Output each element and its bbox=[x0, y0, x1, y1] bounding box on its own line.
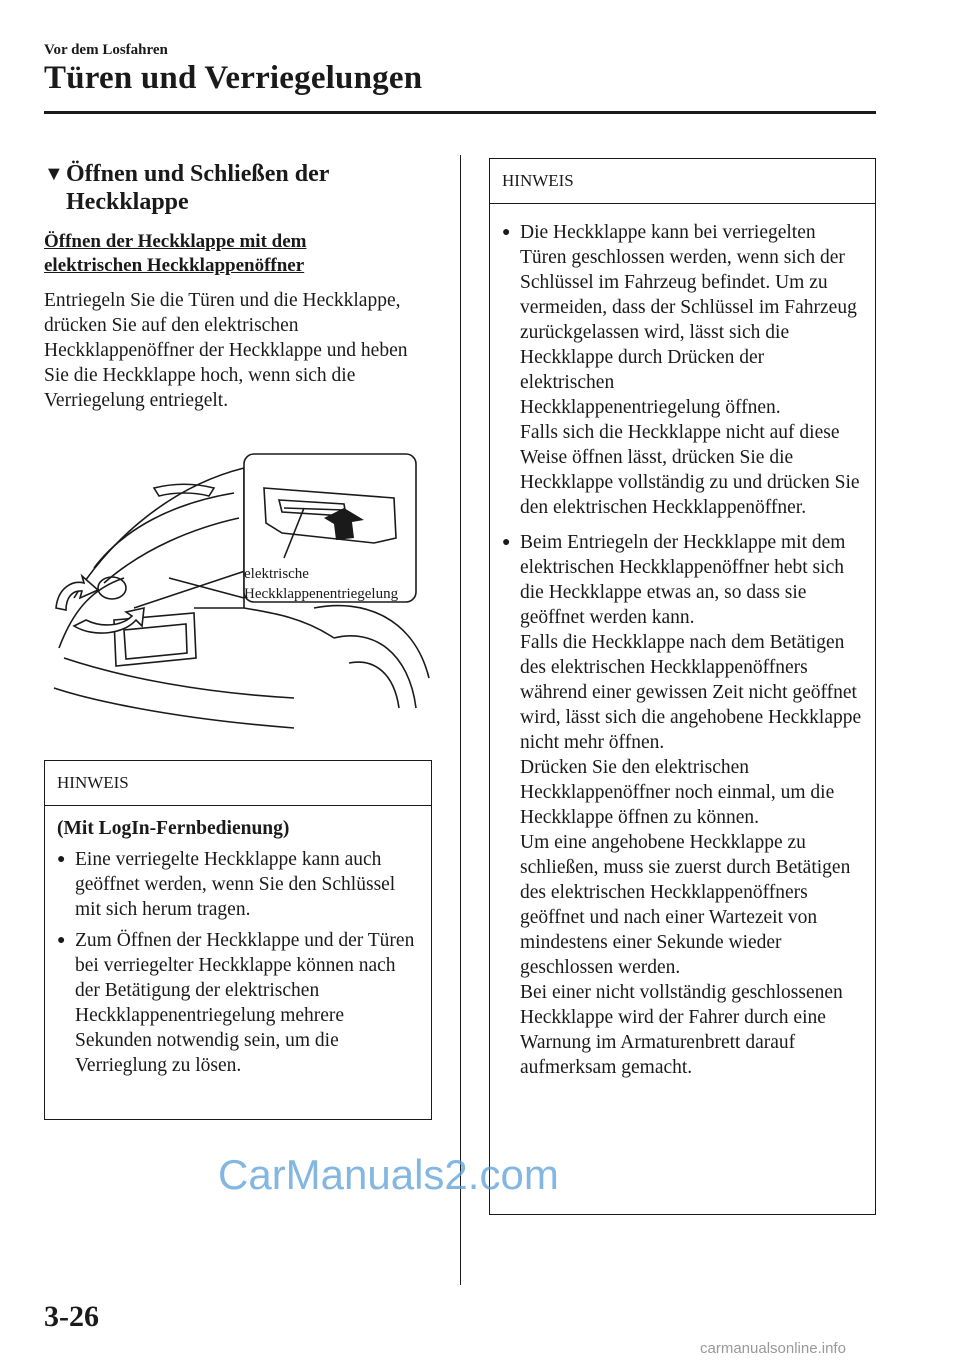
section-label: Vor dem Losfahren bbox=[44, 42, 168, 58]
chapter-title: Türen und Verriegelungen bbox=[44, 60, 423, 96]
list-item-text: Eine verriegelte Heckklappe kann auch geöffnet werden, wenn Sie den Schlüssel mit sich herum tragen. bbox=[75, 849, 396, 920]
note-box-left bbox=[44, 760, 432, 1120]
section-heading bbox=[44, 160, 436, 216]
list-item bbox=[502, 220, 863, 520]
triangle-down-icon: ▼ bbox=[44, 163, 64, 185]
figure-label-line2: Heckklappenentriegelung bbox=[244, 586, 399, 602]
bullet-icon: ● bbox=[502, 535, 511, 550]
header-rule bbox=[44, 111, 876, 114]
footer-site: carmanualsonline.info bbox=[700, 1340, 846, 1357]
bullet-icon: ● bbox=[57, 852, 66, 867]
page-number: 3-26 bbox=[44, 1300, 99, 1333]
list-item-text: Die Heckklappe kann bei verriegelten Türen geschlossen werden, wenn sich der Schlüssel im Fahrzeug befindet. Um zu vermeiden, dass der Schlüssel im Fahrzeug zurückgelassen wird, lässt sich die Heckklappe durch Drücken der elektrischen Heckklappenentriegelung öffnen. Falls sich die Heckklappe nicht auf diese Weise öffnen lässt, drücken Sie die Heckklappe vollständig zu und drücken Sie den elektrischen Heckklappenöffner. bbox=[520, 222, 860, 518]
section-heading-text: Öffnen und Schließen der Heckklappe bbox=[66, 161, 329, 215]
note-title: HINWEIS bbox=[45, 761, 431, 806]
list-item bbox=[57, 847, 419, 922]
left-column bbox=[44, 160, 436, 413]
column-divider bbox=[460, 155, 461, 1285]
list-item-text: Zum Öffnen der Heckklappe und der Türen bei verriegelter Heckklappe können nach der Betätigung der elektrischen Heckklappenentriegelung mehrere Sekunden notwendig sein, um die Verrieglung zu lösen. bbox=[75, 930, 415, 1076]
list-item bbox=[502, 530, 863, 1080]
note-title: HINWEIS bbox=[490, 159, 875, 204]
watermark-logo: CarManuals2.com bbox=[218, 1151, 559, 1198]
subheading: Öffnen der Heckklappe mit dem elektrischen Heckklappenöffner bbox=[44, 231, 307, 276]
note-subtitle: (Mit LogIn-Fernbedienung) bbox=[57, 818, 290, 839]
note-box-right bbox=[489, 158, 876, 1215]
bullet-icon: ● bbox=[57, 933, 66, 948]
tailgate-illustration bbox=[44, 448, 434, 736]
list-item-text: Beim Entriegeln der Heckklappe mit dem elektrischen Heckklappenöffner hebt sich die Heckklappe etwas an, so dass sie geöffnet werden kann. Falls die Heckklappe nach dem Betätigen des elektrischen Heckklappenöffners während einer gewissen Zeit nicht geöffnet wird, lässt sich die angehobene Heckklappe nicht mehr öffnen. Drücken Sie den elektrischen Heckklappenöffner noch einmal, um die Heckklappe öffnen zu können. Um eine angehobene Heckklappe zu schließen, muss sie zuerst durch Betätigen des elektrischen Heckklappenöffners geöffnet und nach einer Wartezeit von mindestens einer Sekunde wieder geschlossen werden. Bei einer nicht vollständig geschlossenen Heckklappe wird der Fahrer durch eine Warnung im Armaturenbrett darauf aufmerksam gemacht. bbox=[520, 532, 862, 1078]
figure-label-line1: elektrische bbox=[244, 566, 309, 582]
bullet-icon: ● bbox=[502, 225, 511, 240]
list-item bbox=[57, 928, 419, 1078]
instruction-text: Entriegeln Sie die Türen und die Heckklappe, drücken Sie auf den elektrischen Heckklappenöffner der Heckklappe und heben Sie die Heckklappe hoch, wenn sich die Verriegelung entriegelt. bbox=[44, 290, 408, 411]
